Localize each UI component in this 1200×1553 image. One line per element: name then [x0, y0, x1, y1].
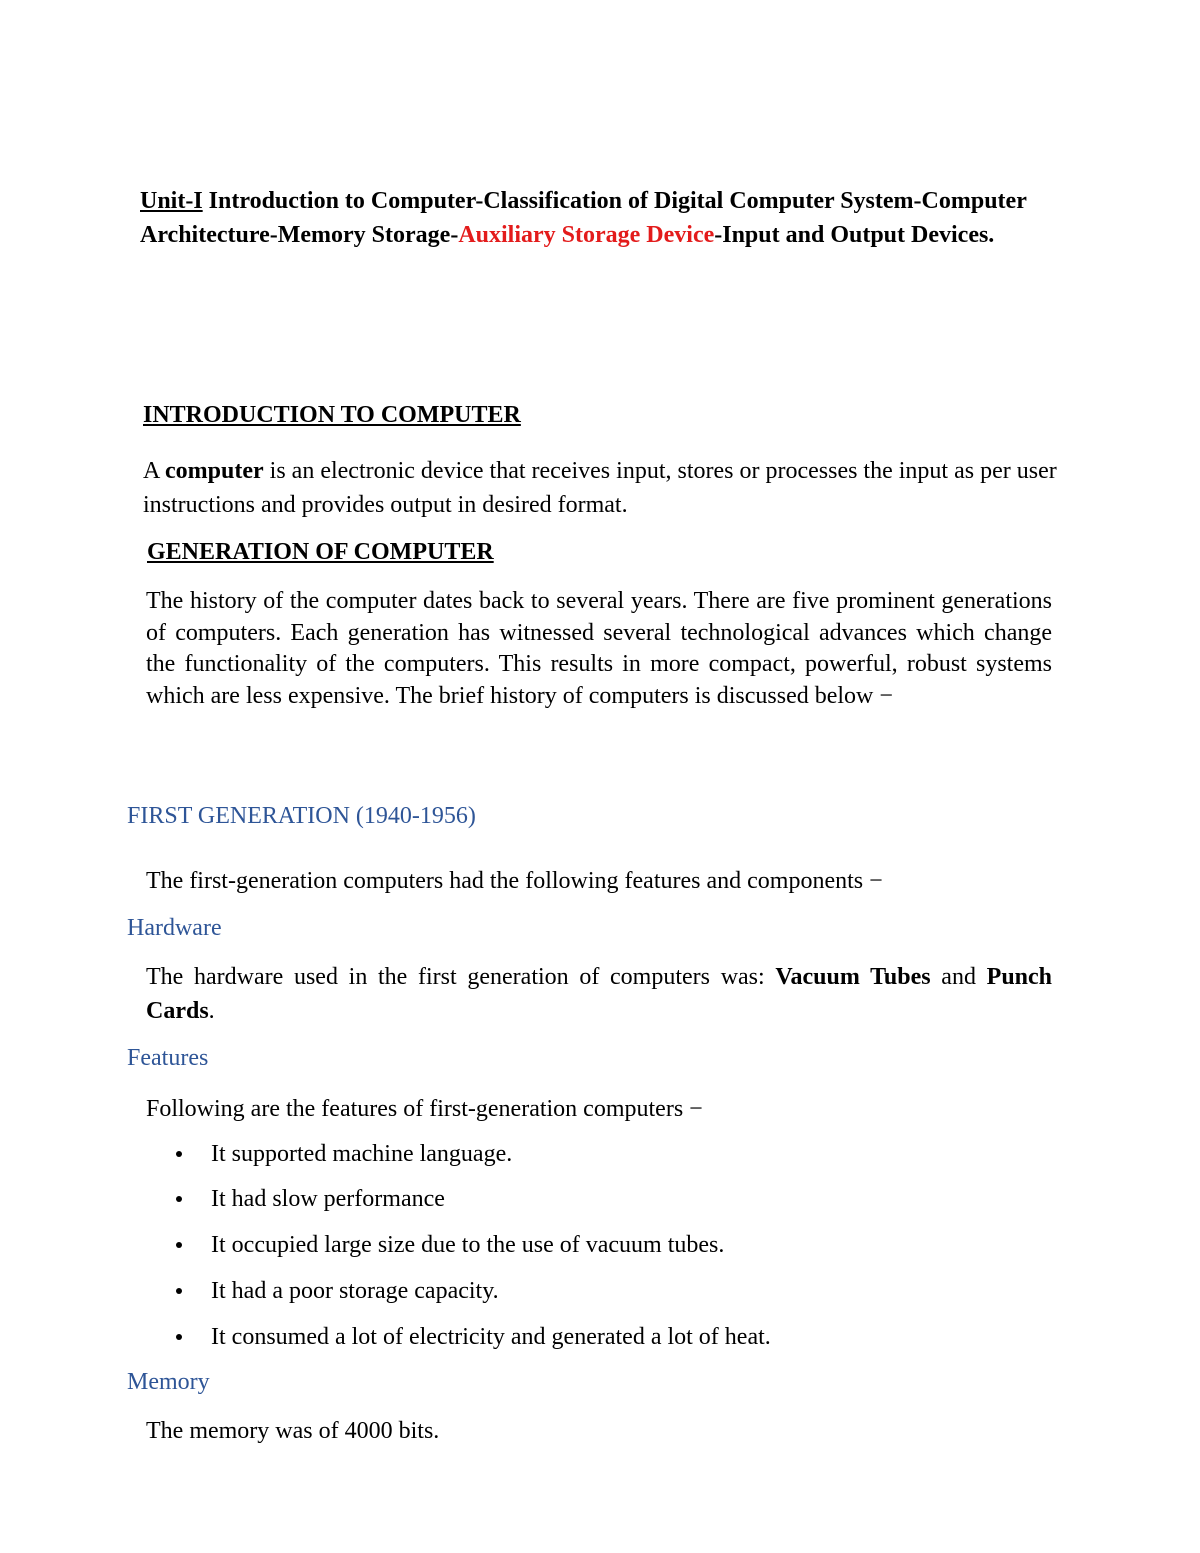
bullet-dot-icon [176, 1242, 182, 1248]
hardware-heading: Hardware [127, 915, 222, 941]
generation-heading: GENERATION OF COMPUTER [147, 539, 494, 565]
intro-paragraph [143, 454, 1063, 522]
intro-para-bold-term: computer [165, 458, 264, 484]
intro-para-prefix: A [143, 458, 166, 484]
first-generation-intro: The first-generation computers had the following features and components − [146, 868, 883, 894]
features-heading: Features [127, 1045, 209, 1071]
document-page: Unit-I Introduction to Computer-Classification of Digital Computer System-Computer Architecture-Memory Storage-Auxiliary Storage Device-Input and Output Devices. INTRODUCTION TO COMPUTER A computer is an electronic device that receives input, stores or processes the input as per user instructions and provides output in desired format. GENERATION OF COMPUTER The history of the computer dates back to several years. There are five prominent generations of computers. Each generation has witnessed several technological advances which change the functionality of the computers. This results in more compact, powerful, robust systems which are less expensive. The brief history of computers is discussed below − FIRST GENERATION (1940-1956) The first-generation computers had the following features and components − Hardware The hardware used in the first generation of computers was: Vacuum Tubes and Punch Cards. Features Following are the features of first-generation computers − It supported machine language. It had slow performance It occupied large size due to the use of vacuum tubes. It had a poor storage capacity. It consumed a lot of electricity and generated a lot of heat. Memory The memory was of 4000 bits. [0, 0, 1200, 1553]
hardware-text-suffix: . [208, 998, 215, 1024]
unit-highlighted-topic: Auxiliary Storage Device [458, 222, 715, 248]
hardware-text-prefix: The hardware used in the first generation of computers was: [146, 964, 776, 990]
bullet-dot-icon [176, 1334, 182, 1340]
intro-heading: INTRODUCTION TO COMPUTER [143, 402, 521, 428]
unit-syllabus-title [140, 184, 1060, 252]
memory-heading: Memory [127, 1369, 210, 1395]
memory-paragraph: The memory was of 4000 bits. [146, 1418, 440, 1444]
hardware-text-middle: and [930, 964, 987, 990]
bullet-dot-icon [176, 1288, 182, 1294]
bullet-dot-icon [176, 1151, 182, 1157]
hardware-paragraph [146, 960, 1052, 1028]
generation-paragraph: The history of the computer dates back to several years. There are five prominent generations of computers. Each generation has witnessed several technological advances which change the functionality of the computers. This results in more compact, powerful, robust systems which are less expensive. The brief history of computers is discussed below − [146, 588, 1052, 709]
first-generation-heading: FIRST GENERATION (1940-1956) [127, 803, 476, 829]
unit-topics-tail: -Input and Output Devices. [714, 222, 995, 248]
hardware-bold-vacuum-tubes: Vacuum Tubes [775, 964, 931, 990]
hardware-bold-punch-cards: Punch Cards [146, 964, 1053, 1024]
bullet-dot-icon [176, 1196, 182, 1202]
unit-label: Unit-I [140, 188, 203, 214]
features-intro: Following are the features of first-generation computers − [146, 1096, 703, 1122]
intro-para-rest: is an electronic device that receives input, stores or processes the input as per user instructions and provides output in desired format. [143, 458, 1057, 518]
unit-topics-text: Introduction to Computer-Classification of Digital Computer System-Computer Architecture-Memory Storage- [140, 188, 1027, 248]
